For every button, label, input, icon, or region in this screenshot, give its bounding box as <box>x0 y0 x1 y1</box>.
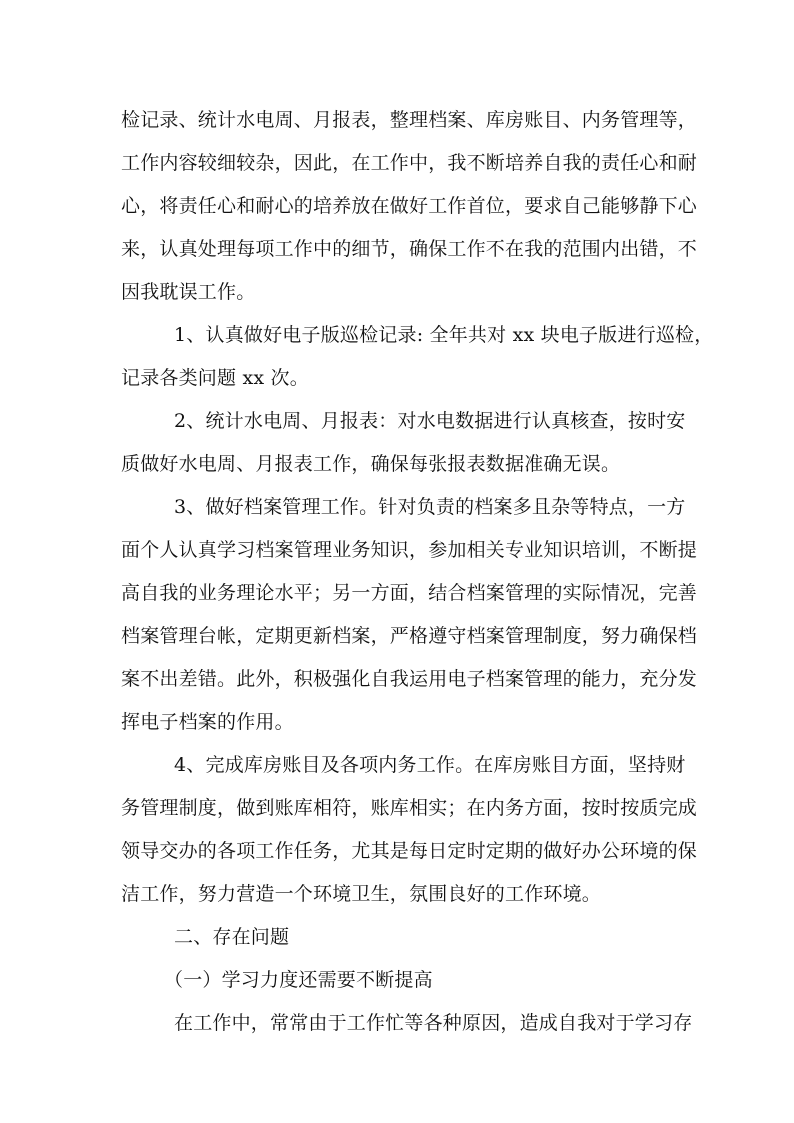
paragraph-start-2: 2、统计水电周、月报表：对水电数据进行认真核查，按时安 <box>174 410 686 432</box>
paragraph-start-3: 3、做好档案管理工作。针对负责的档案多且杂等特点，一方 <box>174 496 686 518</box>
paragraph-start-1: 1、认真做好电子版巡检记录: 全年共对 xx 块电子版进行巡检， <box>174 324 714 346</box>
text-line: 洁工作，努力营造一个环境卫生，氛围良好的工作环境。 <box>121 883 602 905</box>
paragraph-start-5: 在工作中，常常由于工作忙等各种原因，造成自我对于学习存 <box>174 1012 693 1034</box>
paragraph-start-4: 4、完成库房账目及各项内务工作。在库房账目方面，坚持财 <box>174 754 686 776</box>
text-line: 档案管理台帐，定期更新档案，严格遵守档案管理制度，努力确保档 <box>121 625 698 647</box>
subsection-heading: （一）学习力度还需要不断提高 <box>164 969 433 991</box>
text-line: 来，认真处理每项工作中的细节，确保工作不在我的范围内出错，不 <box>121 238 698 260</box>
text-line: 质做好水电周、月报表工作，确保每张报表数据准确无误。 <box>121 453 621 475</box>
text-line: 因我耽误工作。 <box>121 281 256 303</box>
text-line: 工作内容较细较杂，因此，在工作中，我不断培养自我的责任心和耐 <box>121 152 698 174</box>
text-line: 务管理制度，做到账库相符，账库相实；在内务方面，按时按质完成 <box>121 797 698 819</box>
text-line: 高自我的业务理论水平；另一方面，结合档案管理的实际情况，完善 <box>121 582 698 604</box>
section-heading: 二、存在问题 <box>174 926 290 948</box>
text-line: 面个人认真学习档案管理业务知识，参加相关专业知识培训，不断提 <box>121 539 698 561</box>
text-line: 记录各类问题 xx 次。 <box>121 367 309 389</box>
text-line: 心，将责任心和耐心的培养放在做好工作首位，要求自己能够静下心 <box>121 195 698 217</box>
text-line: 挥电子档案的作用。 <box>121 711 294 733</box>
text-line: 案不出差错。此外，积极强化自我运用电子档案管理的能力，充分发 <box>121 668 698 690</box>
text-line: 检记录、统计水电周、月报表，整理档案、库房账目、内务管理等， <box>121 109 698 131</box>
text-line: 领导交办的各项工作任务，尤其是每日定时定期的做好办公环境的保 <box>121 840 698 862</box>
